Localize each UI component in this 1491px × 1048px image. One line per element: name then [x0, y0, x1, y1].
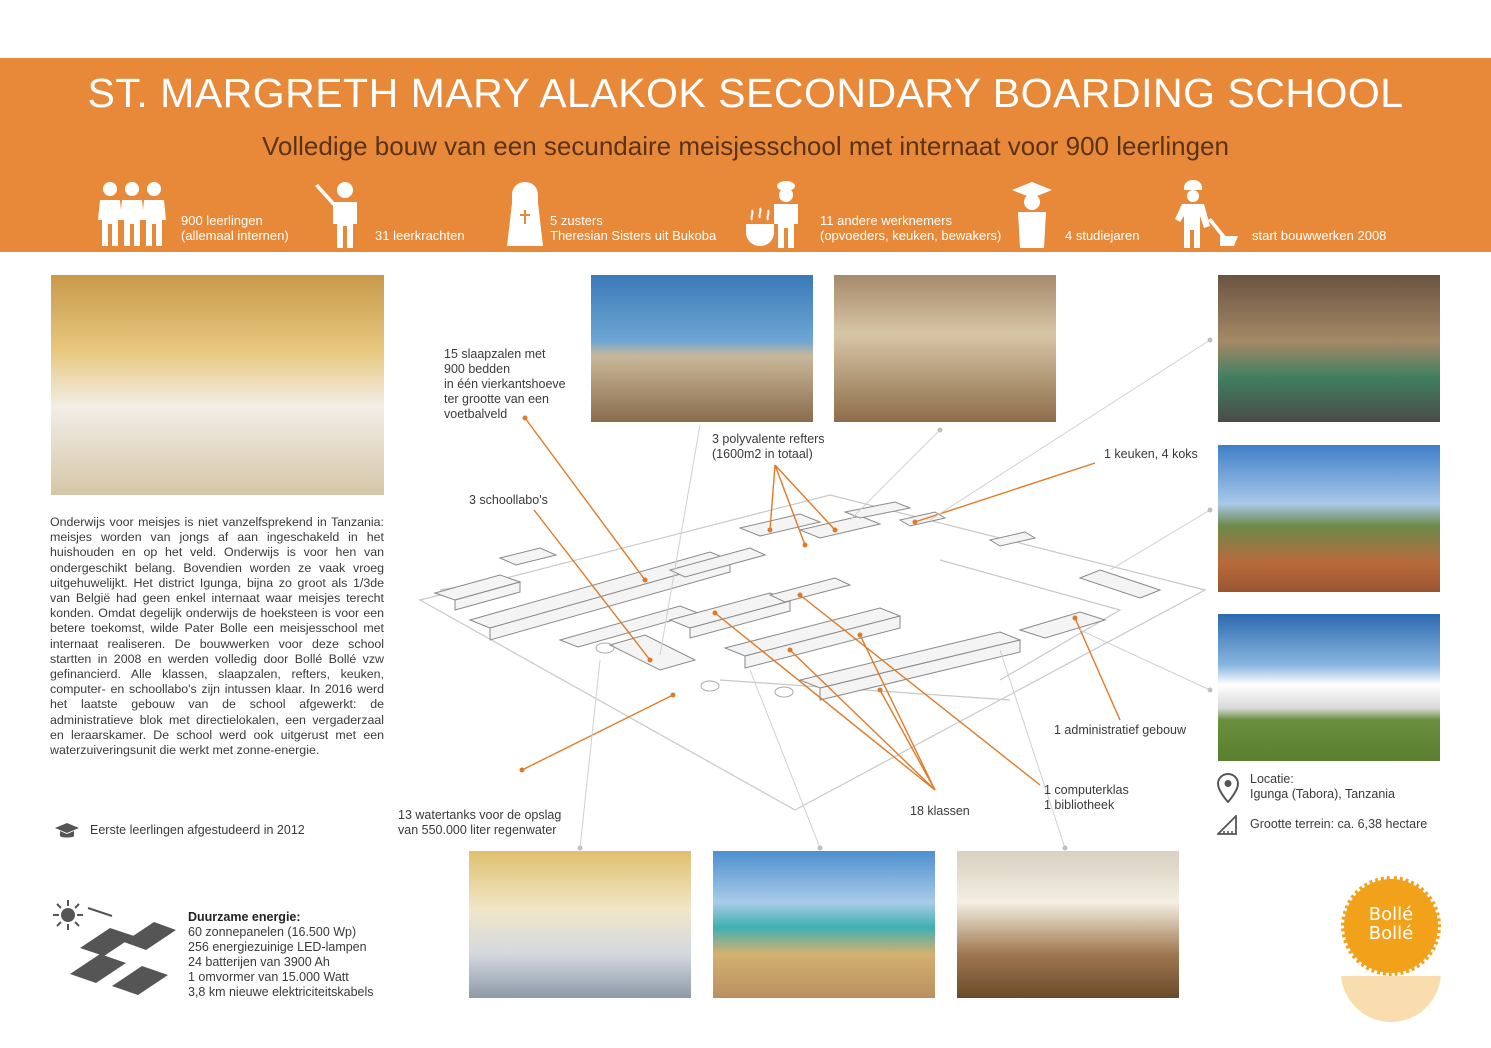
stat-students: 900 leerlingen (allemaal internen) [181, 213, 289, 243]
annotation-labs: 3 schoollabo's [469, 493, 548, 507]
graduation-text: Eerste leerlingen afgestudeerd in 2012 [90, 823, 305, 837]
bolle-bolle-logo: Bollé Bollé [1341, 876, 1441, 976]
ruler-triangle-icon [1217, 815, 1239, 835]
annotation-kitchen: 1 keuken, 4 koks [1104, 447, 1198, 461]
intro-paragraph: Onderwijs voor meisjes is niet vanzelfsprekend in Tanzania: meisjes worden van jongs af aan ingeschakeld in het huishouden en op het veld. Onderwijs is voor hen van ondergeschikt belang. Bovendien worden ze vaak vroeg uitgehuwelijkt. Het district Igunga, bijna zo groot als 1/3de van België had geen enkel internaat waar meisjes terecht konden. Omdat degelijk onderwijs de hoeksteen is voor een betere toekomst, wilde Pater Bolle een meisjesschool met internaat realiseren. De bouwwerken voor deze school startten in 2008 en werden volledig door Bollé Bollé vzw gefinancierd. Alle klassen, slaapzalen, refters, keuken, computer- en schoollabo's zijn intussen klaar. In 2016 werd het laatste gebouw van de school afgewerkt: de administratieve blok met directielokalen, een vergaderzaal en leraarskamer. De school werd ook uitgerust met een waterzuiveringsunit die werkt met zonne-energie. [50, 515, 384, 758]
stat-study-years: 4 studiejaren [1065, 228, 1140, 243]
energy-line: 256 energiezuinige LED-lampen [188, 940, 367, 954]
energy-line: 1 omvormer van 15.000 Watt [188, 970, 349, 984]
terrain-size: Grootte terrein: ca. 6,38 hectare [1250, 817, 1428, 831]
stat-staff: 11 andere werknemers (opvoeders, keuken, bewakers) [820, 213, 1002, 243]
energy-line: 24 batterijen van 3900 Ah [188, 955, 330, 969]
page-title: ST. MARGRETH MARY ALAKOK SECONDARY BOARDING SCHOOL [87, 70, 1404, 116]
stat-construction-start: start bouwwerken 2008 [1252, 228, 1387, 243]
annotation-watertanks: 13 watertanks voor de opslag van 550.000 liter regenwater [398, 808, 562, 837]
solar-panel-icon [50, 898, 178, 998]
annotation-dormitories: 15 slaapzalen met 900 bedden in één vierkantshoeve ter grootte van een voetbalveld [444, 347, 566, 421]
page-subtitle: Volledige bouw van een secundaire meisjesschool met internaat voor 900 leerlingen [262, 131, 1229, 161]
annotation-classes: 18 klassen [910, 804, 970, 818]
stat-sisters: 5 zusters Theresian Sisters uit Bukoba [550, 213, 717, 243]
graduation-cap-icon [54, 822, 80, 840]
logo-reflection [1341, 976, 1441, 1022]
location-pin-icon [1217, 773, 1239, 803]
stat-teachers: 31 leerkrachten [375, 228, 465, 243]
energy-line: 3,8 km nieuwe elektriciteitskabels [188, 985, 374, 999]
annotation-refectories: 3 polyvalente refters (1600m2 in totaal) [712, 432, 825, 461]
energy-line: 60 zonnepanelen (16.500 Wp) [188, 925, 357, 939]
annotation-computer-library: 1 computerklas 1 bibliotheek [1044, 783, 1129, 812]
energy-title: Duurzame energie: [188, 910, 301, 924]
annotation-admin: 1 administratief gebouw [1054, 723, 1187, 737]
location-label: Locatie: Igunga (Tabora), Tanzania [1250, 772, 1396, 801]
